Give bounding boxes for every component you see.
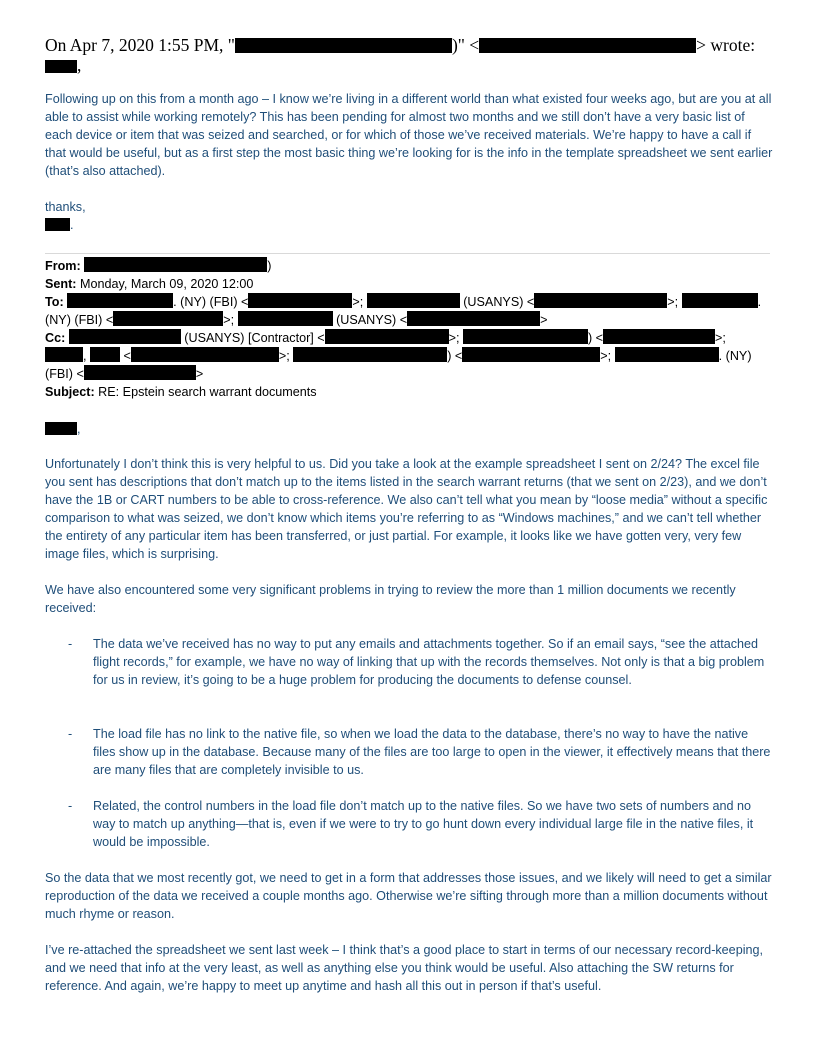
redaction-box <box>293 347 447 362</box>
to-text: (NY) (FBI) < <box>45 313 114 327</box>
redaction-box <box>67 293 173 308</box>
bullet-text: The data we’ve received has no way to put any emails and attachments together. So if an email says, “see the attached flight records,” for example, we have no way of linking that up with the records themselves. Not only is that a big problem for us in review, it’s going to be a huge problem for producing the documents to defense counsel. <box>93 637 765 687</box>
redaction-box <box>90 347 120 362</box>
paragraph-5: I’ve re-attached the spreadsheet we sent last week – I think that’s a good place to start in terms of our necessary record-keeping, and we need that info at the very least, as well as anything else you think would be useful. Also attaching the SW returns for reference. And again, we’re happy to meet up anytime and hash all this out in person if that’s useful. <box>45 943 763 993</box>
cc-text: >; <box>448 331 460 345</box>
to-row-2 <box>45 311 775 329</box>
subject-value: RE: Epstein search warrant documents <box>94 385 317 399</box>
sent-value: Monday, March 09, 2020 12:00 <box>76 277 254 291</box>
cc-text: < <box>120 349 131 363</box>
cc-text: >; <box>715 331 726 345</box>
to-text: > <box>540 313 548 327</box>
cc-text: ) < <box>587 331 604 345</box>
to-text: (USANYS) < <box>332 313 408 327</box>
greeting-2-suffix: , <box>77 422 81 436</box>
wrote-line <box>45 35 755 56</box>
cc-text: . (NY) <box>718 349 752 363</box>
to-text: >; <box>352 295 364 309</box>
subject-row <box>45 383 775 401</box>
redaction-box <box>534 293 667 308</box>
sent-row <box>45 275 775 293</box>
cc-text: (FBI) < <box>45 367 84 381</box>
redaction-box <box>325 329 449 344</box>
redaction-box <box>84 365 196 380</box>
paragraph-1: Following up on this from a month ago – I know we’re living in a different world than what existed four weeks ago, but are you at all able to assist while working remotely? This has been pending for almost two months and we still don’t have a very basic list of each device or item that was seized and searched, or for which of those we’ve received materials. We’re happy to have a call if that would be useful, but as a first step the most basic thing we’re looking for is the info in the template spreadsheet we sent earlier (that’s also attached). <box>45 92 773 178</box>
signature-1-suffix: . <box>70 218 74 232</box>
paragraph-4: So the data that we most recently got, we need to get in a form that addresses those issues, and we likely will need to get a similar reproduction of the data we received a couple months ago. Otherwise we’re sifting through more than a million documents without much rhyme or reason. <box>45 871 772 921</box>
from-label: From: <box>45 259 81 273</box>
redaction-box <box>45 347 83 362</box>
divider <box>45 253 770 254</box>
bullet-marker: - <box>68 727 73 741</box>
cc-label: Cc: <box>45 331 66 345</box>
to-label: To: <box>45 295 64 309</box>
to-text: . <box>757 295 762 309</box>
redaction-box <box>45 422 77 435</box>
redaction-box <box>248 293 352 308</box>
signature-1 <box>45 216 74 234</box>
greeting-1 <box>45 55 81 76</box>
paragraph-3: We have also encountered some very significant problems in trying to review the more than 1 million documents we recently received: <box>45 583 736 615</box>
redaction-box <box>407 311 540 326</box>
redaction-box <box>113 311 223 326</box>
redaction-box <box>69 329 181 344</box>
thanks-line: thanks, <box>45 200 86 214</box>
wrote-suffix: > wrote: <box>696 35 756 55</box>
bullet-marker: - <box>68 799 73 813</box>
email-header <box>45 257 775 401</box>
cc-text: >; <box>278 349 290 363</box>
redaction-box <box>463 329 588 344</box>
from-tail: ) <box>267 259 272 273</box>
wrote-mid: )" < <box>451 35 480 55</box>
redaction-box <box>462 347 600 362</box>
redaction-box <box>131 347 279 362</box>
redaction-box <box>84 257 267 272</box>
redaction-box <box>238 311 333 326</box>
greeting-1-suffix: , <box>77 55 82 75</box>
redaction-box <box>45 60 77 73</box>
redaction-box <box>682 293 758 308</box>
bullet-marker: - <box>68 637 73 651</box>
cc-row <box>45 329 775 347</box>
cc-row-2 <box>45 347 775 365</box>
cc-text: , <box>83 349 87 363</box>
redaction-box <box>367 293 460 308</box>
subject-label: Subject: <box>45 385 95 399</box>
from-row <box>45 257 775 275</box>
redaction-box <box>45 218 70 231</box>
redaction-box <box>479 38 696 53</box>
cc-row-3 <box>45 365 775 383</box>
to-text: (USANYS) < <box>459 295 535 309</box>
bullet-text: The load file has no link to the native file, so when we load the data to the database, there’s no way to have the native files show up in the database. Because many of the files are too large to open in the viewer, it effectively means that there are many files that are completely invisible to us. <box>93 727 771 777</box>
paragraph-2: Unfortunately I don’t think this is very helpful to us. Did you take a look at the example spreadsheet I sent on 2/24? The excel file you sent has descriptions that don’t match up to the items listed in the search warrant returns (that we sent on 2/23), and we don’t have the 1B or CART numbers to be able to cross-reference. We also can’t tell what you mean by “loose media” without a specific comparison to what was seized, we don’t know which items you’re referring to as “Windows machines,” and we can’t tell whether the entirety of any particular item has been transferred, or just partial. For example, it looks like we have gotten very, very few image files, which is surprising. <box>45 457 768 561</box>
greeting-2 <box>45 420 81 438</box>
to-text: >; <box>223 313 235 327</box>
bullet-text: Related, the control numbers in the load file don’t match up to the native files. So we have two sets of numbers and no way to match up anything—that is, even if we were to try to go hunt down every individual large file in the native files, it would be impossible. <box>93 799 754 849</box>
cc-text: > <box>195 367 204 381</box>
to-text: >; <box>667 295 679 309</box>
wrote-prefix: On Apr 7, 2020 1:55 PM, " <box>45 35 235 55</box>
cc-text: (USANYS) [Contractor] < <box>180 331 325 345</box>
redaction-box <box>615 347 719 362</box>
redaction-box <box>235 38 452 53</box>
cc-text: >; <box>600 349 612 363</box>
redaction-box <box>603 329 715 344</box>
sent-label: Sent: <box>45 277 77 291</box>
to-text: . (NY) (FBI) < <box>173 295 249 309</box>
cc-text: ) < <box>447 349 463 363</box>
to-row <box>45 293 775 311</box>
